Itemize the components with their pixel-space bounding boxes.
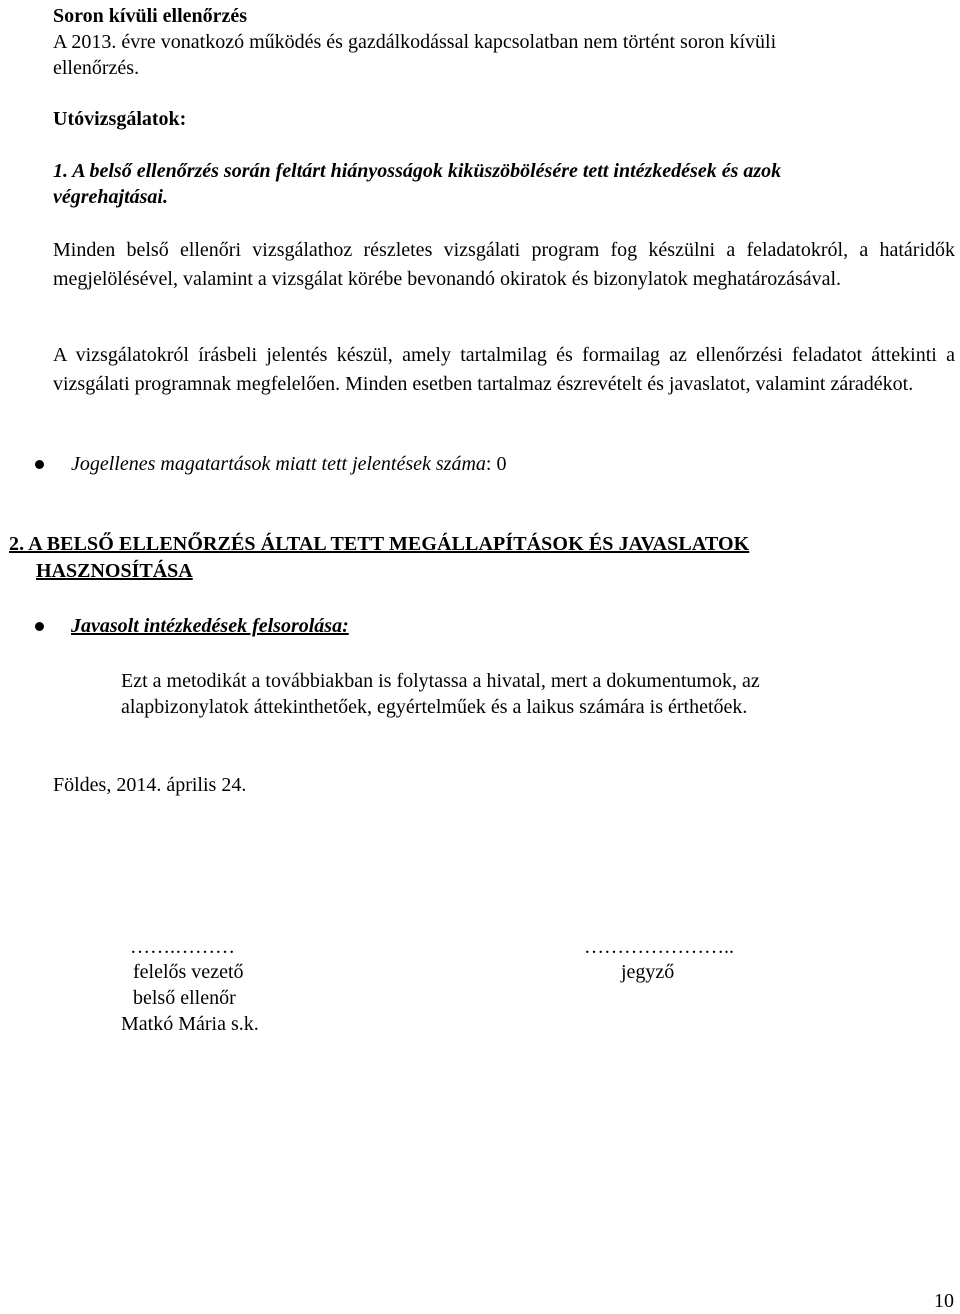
bullet-javasolt: Javasolt intézkedések felsorolása:	[71, 615, 349, 637]
uto-paragraph-1: Minden belső ellenőri vizsgálathoz részletes vizsgálati program fog készülni a feladatokról, a határidők megjelölésével, valamint a vizsgálat körébe bevonandó okiratok és bizonylatok meghatározásával.	[53, 239, 955, 290]
signature-right-dots: …………………..	[584, 936, 734, 958]
place-date: Földes, 2014. április 24.	[53, 774, 247, 796]
section2-heading-line2: HASZNOSÍTÁSA	[36, 560, 193, 582]
section2-heading-line1: 2. A BELSŐ ELLENŐRZÉS ÁLTAL TETT MEGÁLLAPÍTÁSOK ÉS JAVASLATOK	[9, 533, 750, 555]
uto-item1-line2: végrehajtásai.	[53, 186, 168, 208]
soron-text-line1: A 2013. évre vonatkozó működés és gazdálkodással kapcsolatban nem történt soron kívüli	[53, 31, 777, 53]
section-heading-utovizsgalatok: Utóvizsgálatok:	[53, 108, 187, 130]
signature-left-dots: …….………	[130, 936, 235, 958]
signature-left-title1: felelős vezető	[133, 961, 244, 983]
section-heading-soron: Soron kívüli ellenőrzés	[53, 5, 248, 27]
bullet-dot	[35, 460, 44, 469]
signature-left-title2: belső ellenőr	[133, 987, 236, 1009]
section2-text-line2: alapbizonylatok áttekinthetőek, egyértelműek és a laikus számára is érthetőek.	[121, 696, 748, 718]
uto-paragraph-2: A vizsgálatokról írásbeli jelentés készül, amely tartalmilag és formailag az ellenőrzési feladatot áttekinti a vizsgálati programnak megfelelően. Minden esetben tartalmaz észrevételt és javaslatot, valamint záradékot.	[53, 344, 955, 395]
uto-item1-line1: 1. A belső ellenőrzés során feltárt hiányosságok kiküszöbölésére tett intézkedések és azok	[53, 160, 782, 182]
bullet-jogellenes	[71, 451, 506, 477]
page-number: 10	[934, 1290, 954, 1312]
signature-left-name: Matkó Mária s.k.	[121, 1013, 259, 1035]
bullet-jogellenes-label: Jogellenes magatartások miatt tett jelentések száma	[71, 453, 486, 475]
bullet-dot	[35, 622, 44, 631]
signature-right-title: jegyző	[621, 961, 675, 983]
bullet-jogellenes-value: : 0	[485, 453, 507, 475]
section2-text-line1: Ezt a metodikát a továbbiakban is folytassa a hivatal, mert a dokumentumok, az	[121, 670, 760, 692]
soron-text-line2: ellenőrzés.	[53, 57, 140, 79]
